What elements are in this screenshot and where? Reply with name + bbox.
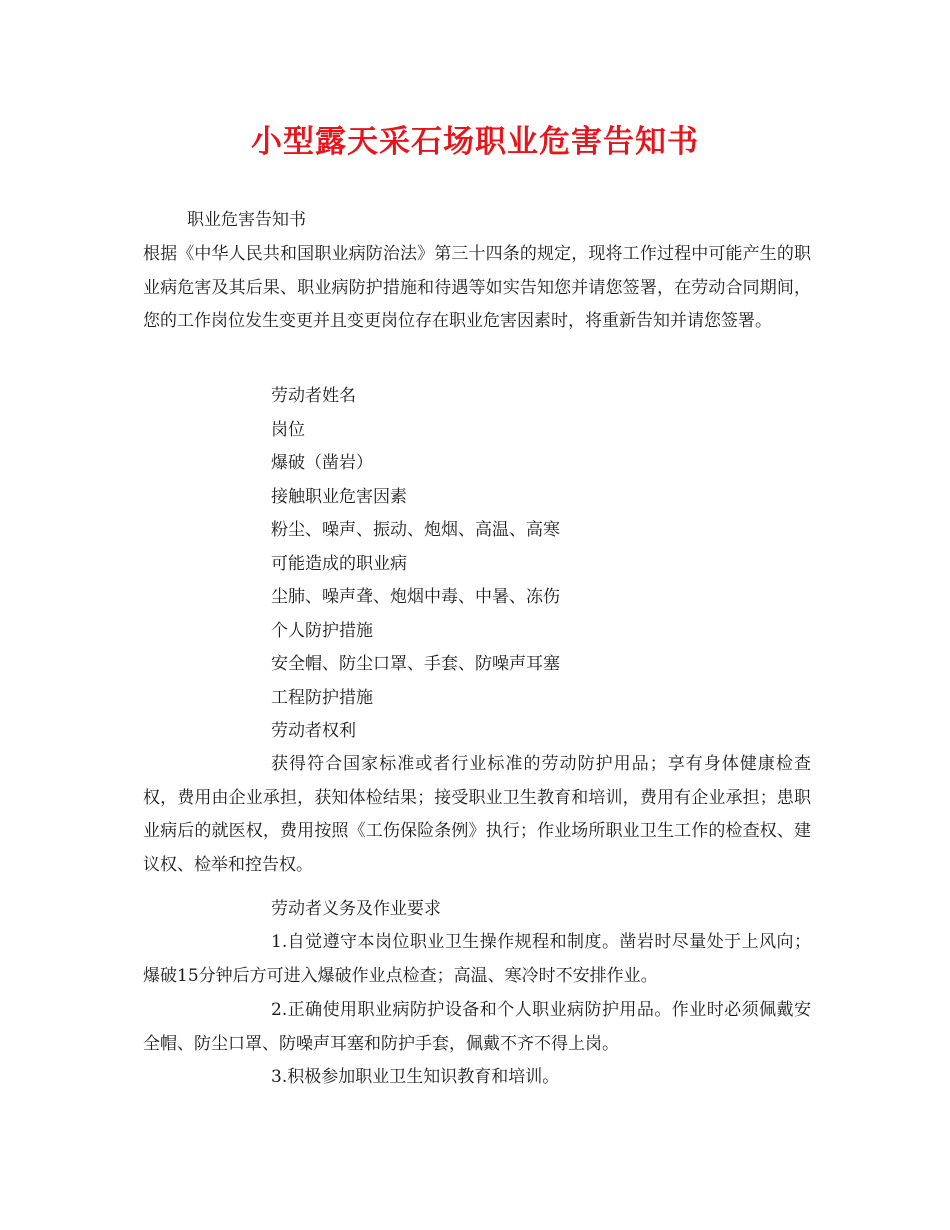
field-personal-protection-label: 个人防护措施 <box>271 621 373 641</box>
field-worker-name: 劳动者姓名 <box>271 386 356 406</box>
intro-paragraph: 根据《中华人民共和国职业病防治法》第三十四条的规定，现将工作过程中可能产生的职业病危害及其后果、职业病防护措施和待遇等如实告知您并请您签署，在劳动合同期间，您的工作岗位发生变更并且变更岗位存在职业危害因素时，将重新告知并请您签署。 <box>143 244 811 331</box>
field-post-value: 爆破（凿岩） <box>271 453 373 473</box>
field-rights-label: 劳动者权利 <box>271 721 356 741</box>
rights-paragraph: 获得符合国家标准或者行业标准的劳动防护用品；享有身体健康检查权，费用由企业承担，获知体检结果；接受职业卫生教育和培训，费用有企业承担；患职业病后的就医权，费用按照《工伤保险条例》执行；作业场所职业卫生工作的检查权、建议权、检举和控告权。 <box>143 754 811 875</box>
duty-item-1: 1.自觉遵守本岗位职业卫生操作规程和制度。凿岩时尽量处于上风向；爆破15分钟后方可进入爆破作业点检查；高温、寒冷时不安排作业。 <box>143 932 811 986</box>
field-hazards-value: 粉尘、噪声、振动、炮烟、高温、高寒 <box>271 520 560 540</box>
duty-item-3: 3.积极参加职业卫生知识教育和培训。 <box>271 1067 560 1087</box>
document-subtitle: 职业危害告知书 <box>187 210 306 230</box>
duty-item-2: 2.正确使用职业病防护设备和个人职业病防护用品。作业时必须佩戴安全帽、防尘口罩、防噪声耳塞和防护手套，佩戴不齐不得上岗。 <box>143 1000 811 1054</box>
duties-heading: 劳动者义务及作业要求 <box>271 899 441 919</box>
field-engineering-protection-label: 工程防护措施 <box>271 688 373 708</box>
field-diseases-value: 尘肺、噪声聋、炮烟中毒、中暑、冻伤 <box>271 587 560 607</box>
field-hazards-label: 接触职业危害因素 <box>271 487 407 507</box>
document-title: 小型露天采石场职业危害告知书 <box>251 124 699 160</box>
field-personal-protection-value: 安全帽、防尘口罩、手套、防噪声耳塞 <box>271 654 560 674</box>
field-post-label: 岗位 <box>271 420 305 440</box>
field-diseases-label: 可能造成的职业病 <box>271 554 407 574</box>
